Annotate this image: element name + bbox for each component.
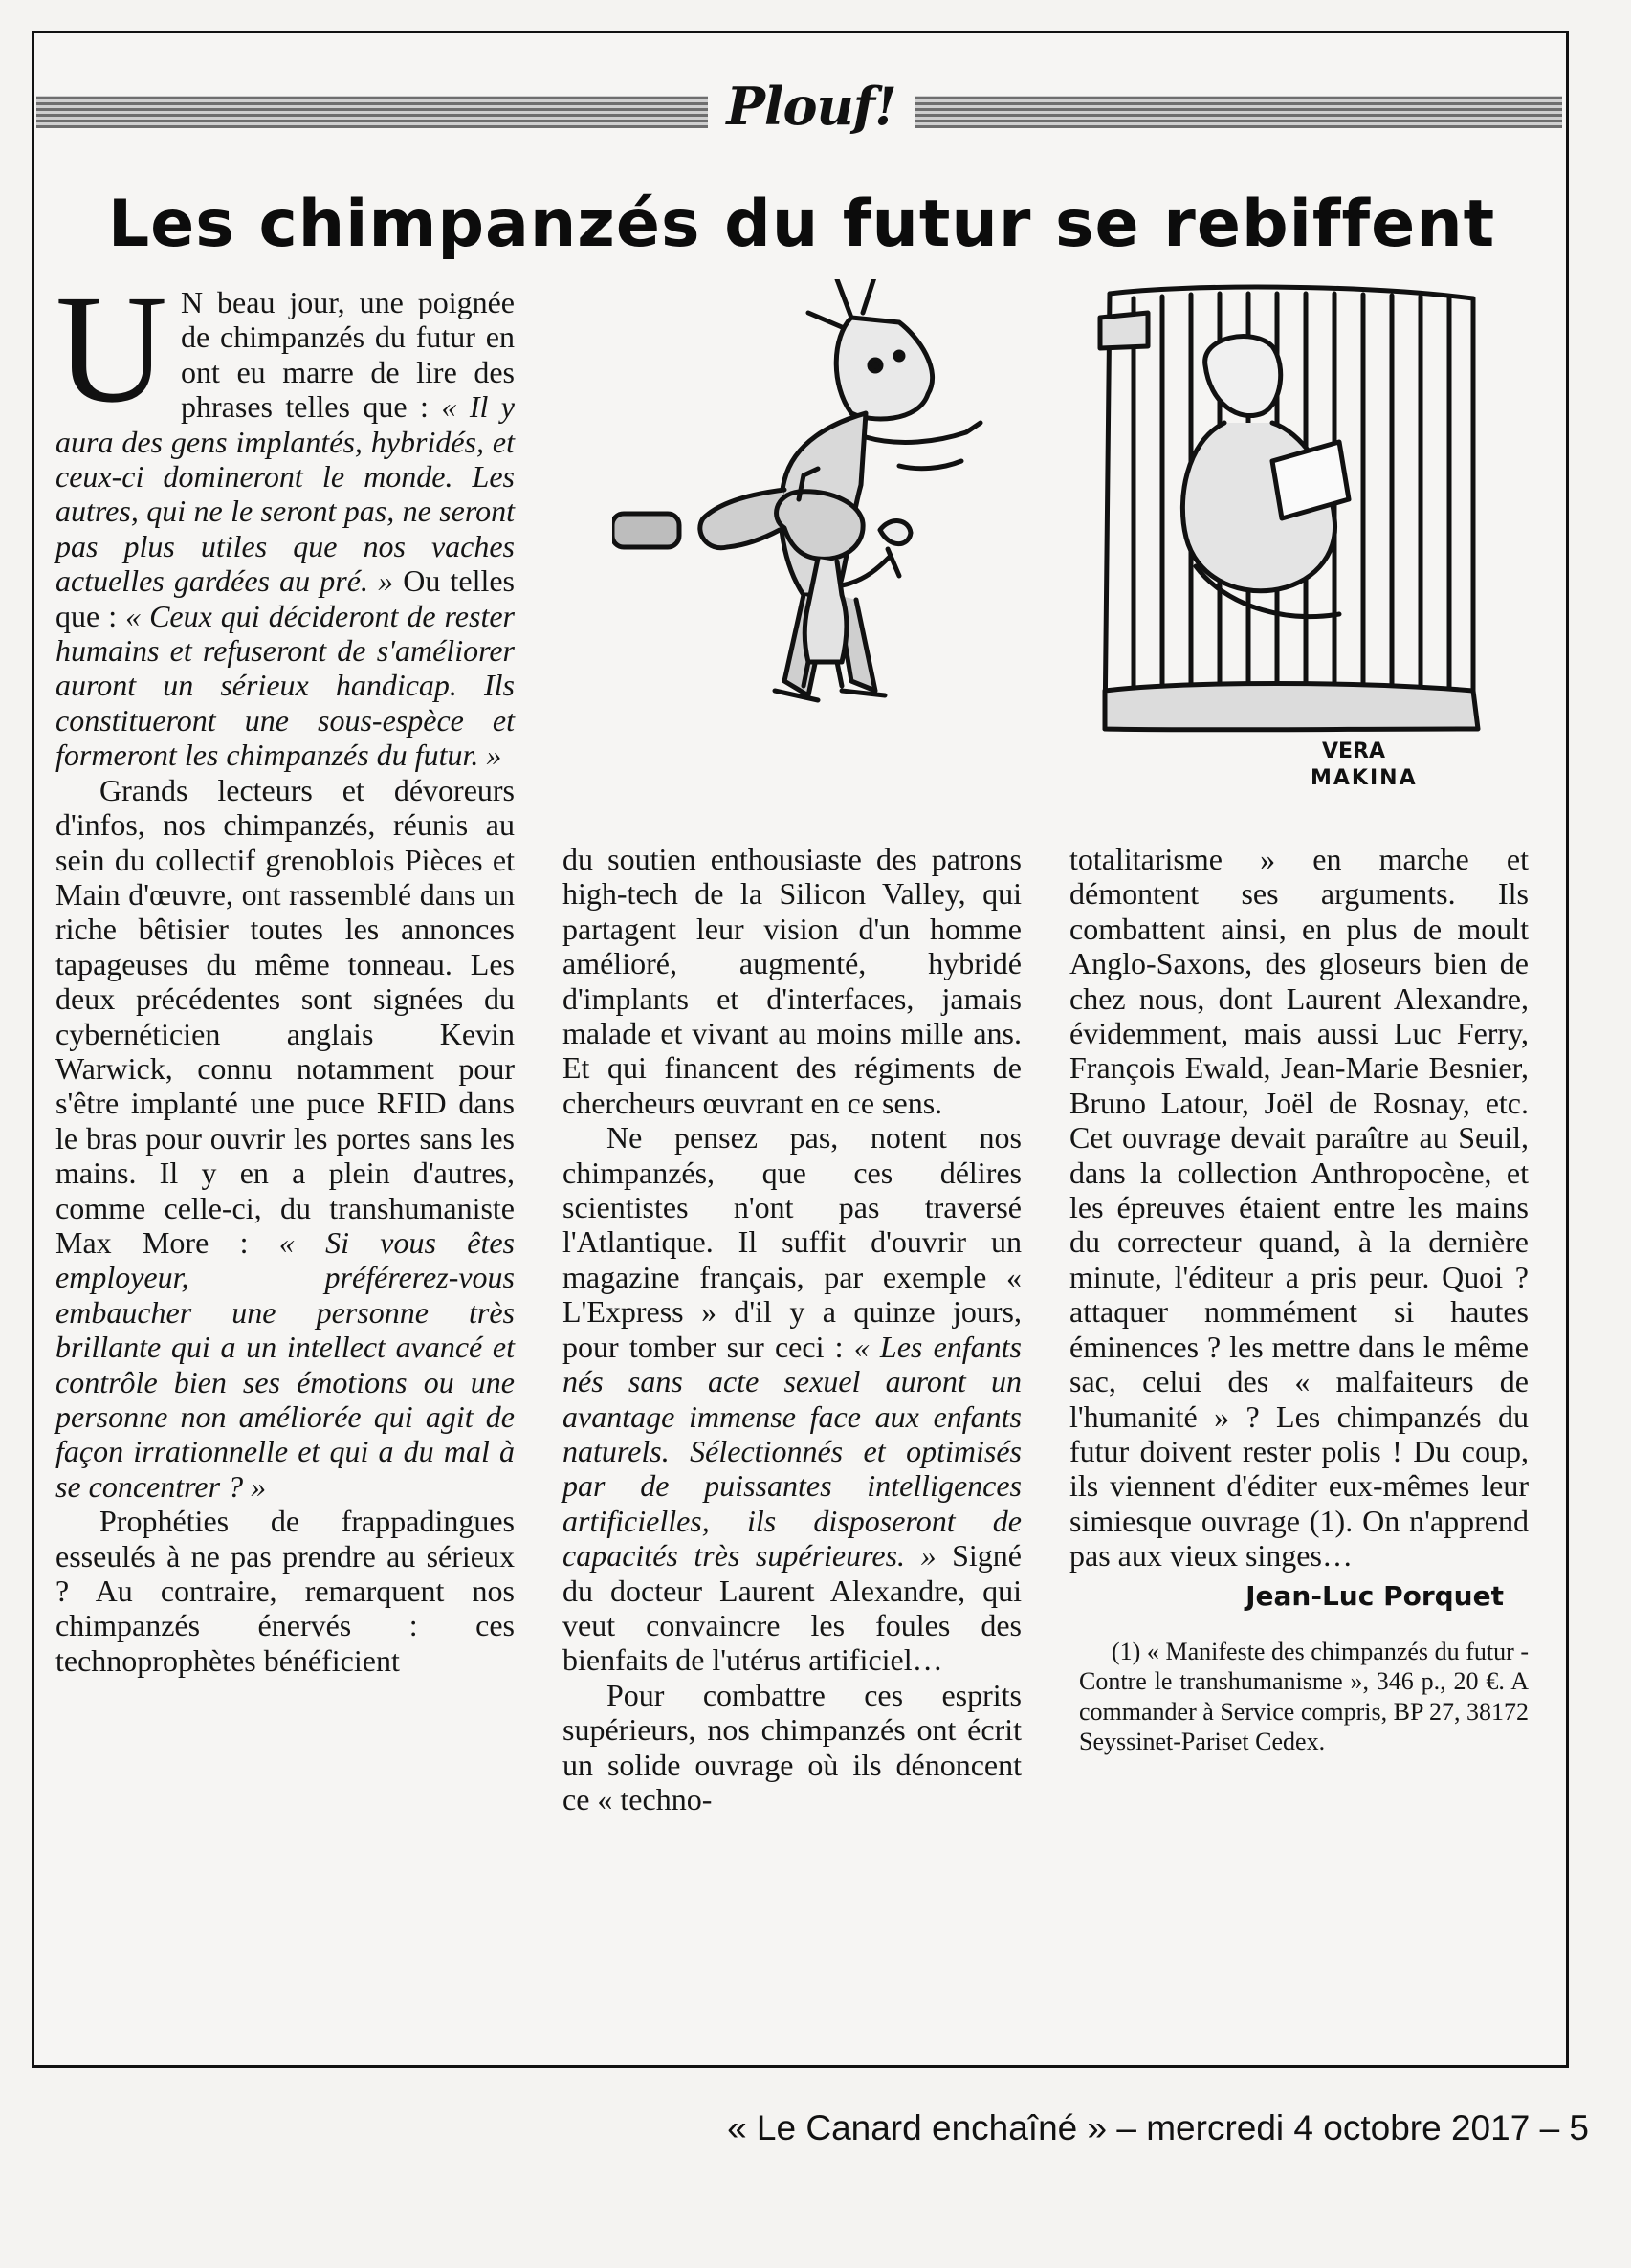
paragraph-1-mid: Ou telles que : xyxy=(55,563,515,633)
paragraph-5: Pour combattre ces esprits supérieurs, nos chimpanzés ont écrit un solide ouvrage où ils dénoncent ce « techno- xyxy=(562,1677,1022,1817)
paragraph-2 xyxy=(55,773,515,1505)
cartoon-credit-2: MAKINA xyxy=(1311,766,1418,790)
footnote xyxy=(1069,1637,1529,1757)
article-column-2 xyxy=(562,842,1022,1817)
paragraph-4-lead: Ne pensez pas, notent nos chimpanzés, que ces délires scientistes n'ont pas traversé l'Atlantique. Il suffit d'ouvrir un magazine français, par exemple « L'Express » d'il y a quinze jours, pour tomber sur ceci : xyxy=(562,1120,1022,1364)
paragraph-4-tail: Signé du docteur Laurent Alexandre, qui veut convaincre les foules des bienfaits de l'utérus artificiel… xyxy=(562,1538,1023,1678)
paragraph-1 xyxy=(55,264,516,773)
footnote-text: (1) « Manifeste des chimpanzés du futur - Contre le transhumanisme », 346 p., 20 €. A commander à Service compris, BP 27, 38172 Seyssinet-Pariset Cedex. xyxy=(1079,1637,1529,1756)
cartoon-credit-1: VERA xyxy=(1322,739,1386,763)
article-column-3 xyxy=(1069,842,1529,1757)
paragraph-3-continued: du soutien enthousiaste des patrons high-tech de la Silicon Valley, qui partagent leur vision d'un homme amélioré, augmenté, hybridé d'implants et d'interfaces, jamais malade et vivant au moins mille ans. Et qui financent des régiments de chercheurs œuvrant en ce sens. xyxy=(562,842,1022,1120)
drop-cap: U xyxy=(55,264,167,435)
quote-warwick-1: « Il y aura des gens implantés, hybridés, et ceux-ci domineront le monde. Les autres, qui ne le seront pas, ne seront pas plus utiles que nos vaches actuelles gardées au pré. » xyxy=(55,389,516,599)
article-column-1 xyxy=(55,264,516,1678)
paragraph-4 xyxy=(562,1120,1022,1678)
rubric-label: Plouf! xyxy=(708,63,915,149)
quote-warwick-2: « Ceux qui décideront de rester humains et refuseront de s'améliorer auront un sérieux handicap. Ils constitueront une sous-espèce et formeront les chimpanzés du futur. » xyxy=(55,598,516,773)
page-footer: « Le Canard enchaîné » – mercredi 4 octobre 2017 – 5 xyxy=(727,2108,1589,2147)
reader-figure xyxy=(1182,337,1349,617)
quote-max-more: « Si vous êtes employeur, préférerez-vous embaucher une personne très brillante qui a un intellect avancé et contrôle bien ses émotions ou une personne non améliorée qui agit de façon irrationnelle et qui a du mal à se concentrer ? » xyxy=(55,1224,516,1504)
headline: Les chimpanzés du futur se rebiffent xyxy=(107,187,1496,262)
paragraph-2-text: Grands lecteurs et dévoreurs d'infos, nos chimpanzés, réunis au sein du collectif grenoblois Pièces et Main d'œuvre, ont rassemblé dans un riche bêtisier toutes les annonces tapageuses du même tonneau. Les deux précédentes sont signées du cybernéticien anglais Kevin Warwick, connu notamment pour s'être implanté une puce RFID dans le bras pour ouvrir les portes sans les mains. Il y en a plein d'autres, comme celle-ci, du transhumaniste Max More : xyxy=(55,772,515,1260)
quote-laurent-alexandre: « Les enfants nés sans acte sexuel auront un avantage immense face aux enfants naturels. Sélectionnés et optimisés par de puissantes intelligences artificielles, ils disposeront de capacités très supérieures. » xyxy=(562,1329,1022,1574)
paragraph-1-lead: N beau jour, une poignée de chimpanzés du futur en ont eu marre de lire des phrases telles que : xyxy=(181,285,515,425)
cartoon-illustration xyxy=(612,279,1502,834)
paragraph-5-continued: totalitarisme » en marche et démontent ses arguments. Ils combattent ainsi, en plus de moult Anglo-Saxons, des gloseurs bien de chez nous, dont Laurent Alexandre, évidemment, mais aussi Luc Ferry, François Ewald, Jean-Marie Besnier, Bruno Latour, Joël de Rosnay, etc. Cet ouvrage devait paraître au Seuil, dans la collection Anthropocène, et les épreuves étaient entre les mains du correcteur quand, à la dernière minute, l'éditeur a pris peur. Quoi ? attaquer nommément si hautes éminences ? les mettre dans le même sac, celui des « malfaiteurs de l'humanité » ? Les chimpanzés du futur doivent rester polis ! Du coup, ils viennent d'éditer eux-mêmes leur simiesque ouvrage (1). On n'apprend pas aux vieux singes… xyxy=(1069,842,1529,1574)
paragraph-3: Prophéties de frappadingues esseulés à ne pas prendre au sérieux ? Au contraire, remarquent nos chimpanzés énervés : ces technoprophètes bénéficient xyxy=(55,1504,515,1678)
author-signature: Jean-Luc Porquet xyxy=(1245,1579,1504,1612)
